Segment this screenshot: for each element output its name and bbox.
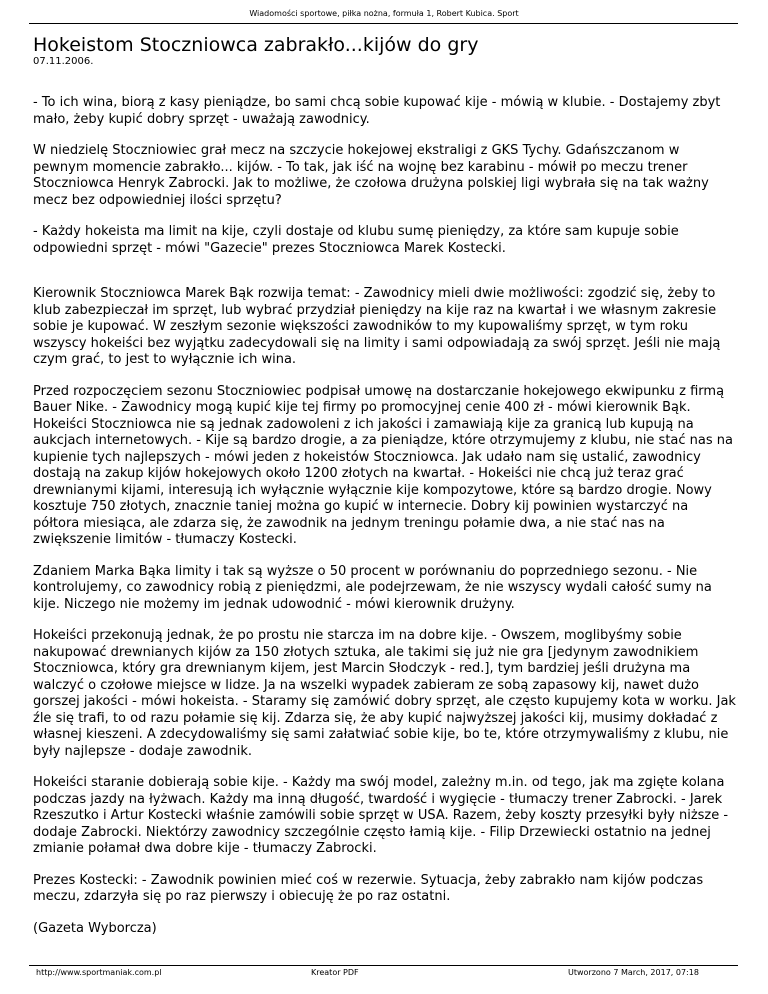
article-paragraph: - To ich wina, biorą z kasy pieniądze, bo sami chcą sobie kupować kije - mówią w klubie. - Dostajemy zbyt mało, żeby kupić dobry sprzęt - uważają zawodnicy. [33,95,721,127]
article-source: (Gazeta Wyborcza) [33,920,157,936]
article-date: 07.11.2006. [33,56,94,67]
article-paragraph: Hokeiści staranie dobierają sobie kije. - Każdy ma swój model, zależny m.in. od tego, jak ma zgięte kolana podczas jazdy na łyżwach. Każdy ma inną długość, twardość i wygięcie - tłumaczy trener Zabrocki. - Jarek Rzeszutko i Artur Kostecki właśnie zamówili sobie sprzęt w USA. Razem, żeby koszty przesyłki były niższe - dodaje Zabrocki. Niektórzy zawodnicy szczególnie często łamią kije. - Filip Drzewiecki ostatnio na jednej zmianie połamał dwa dobre kije - tłumaczy Zabrocki. [33,775,729,856]
article-paragraph: W niedzielę Stoczniowiec grał mecz na szczycie hokejowej ekstraligi z GKS Tychy. Gdańszczanom w pewnym momencie zabrakło... kijów. - To tak, jak iść na wojnę bez karabinu - mówił po meczu trener Stoczniowca Henryk Zabrocki. Jak to możliwe, że czołowa drużyna polskiej ligi wybrała się na tak ważny mecz bez odpowiedniej ilości sprzętu? [33,143,709,208]
footer-divider [29,965,738,966]
article-paragraph: Kierownik Stoczniowca Marek Bąk rozwija temat: - Zawodnicy mieli dwie możliwości: zgodzić się, żeby to klub zabezpieczał im sprzęt, lub wybrać przydział pieniędzy na kije raz na kwartał i we własnym zakresie sobie je kupować. W zeszłym sezonie większości zawodników to my kupowaliśmy sprzęt, w tym roku wszyscy hokeiści bez wyjątku zadecydowali się na limity i sami odpowiadają za swój sprzęt. Jeśli nie mają czym grać, to jest to wyłącznie ich wina. [33,286,721,367]
article-paragraph: Prezes Kostecki: - Zawodnik powinien mieć coś w rezerwie. Sytuacja, żeby zabrakło nam kijów podczas meczu, zdarzyła się po raz pierwszy i obiecuję że po raz ostatni. [33,872,704,904]
page-header: Wiadomości sportowe, piłka nożna, formuła 1, Robert Kubica. Sport [249,9,519,18]
article-title: Hokeistom Stoczniowca zabrakło...kijów do gry [33,34,479,56]
article-paragraph: - Każdy hokeista ma limit na kije, czyli dostaje od klubu sumę pieniędzy, za które sam kupuje sobie odpowiedni sprzęt - mówi "Gazecie" prezes Stoczniowca Marek Kostecki. [33,224,679,256]
article-paragraph: Zdaniem Marka Bąka limity i tak są wyższe o 50 procent w porównaniu do poprzedniego sezonu. - Nie kontrolujemy, co zawodnicy robią z pieniędzmi, ale podejrzewam, że nie wszyscy wydali całość sumy na kije. Niczego nie możemy im jednak udowodnić - mówi kierownik drużyny. [33,563,712,612]
header-divider [29,23,738,24]
article-paragraph: Hokeiści przekonują jednak, że po prostu nie starcza im na dobre kije. - Owszem, moglibyśmy sobie nakupować drewnianych kijów za 150 złotych sztuka, ale takimi się już nie gra [jedynym zawodnikiem Stoczniowca, który gra drewnianym kijem, jest Marcin Słodczyk - red.], tym bardziej jeśli drużyna ma walczyć o czołowe miejsce w lidze. Ja na wszelki wypadek zabieram ze sobą zapasowy kij, nawet dużo gorszej jakości - mówi hokeista. - Staramy się zamówić dobry sprzęt, ale często kupujemy kota w worku. Jak źle się trafi, to od razu połamie się kij. Zdarza się, że aby kupić najwyższej jakości kij, musimy dokładać z własnej kieszeni. A zdecydowaliśmy się sami załatwiać sobie kije, bo te, które otrzymywaliśmy z klubu, nie były najlepsze - dodaje zawodnik. [33,628,736,759]
article-paragraph: Przed rozpoczęciem sezonu Stoczniowiec podpisał umowę na dostarczanie hokejowego ekwipunku z firmą Bauer Nike. - Zawodnicy mogą kupić kije tej firmy po promocyjnej cenie 400 zł - mówi kierownik Bąk. Hokeiści Stoczniowca nie są jednak zadowoleni z ich jakości i zamawiają kije za granicą lub kupują na aukcjach internetowych. - Kije są bardzo drogie, a za pieniądze, które otrzymujemy z klubu, nie stać nas na kupienie tych najlepszych - mówi jeden z hokeistów Stoczniowca. Jak udało nam się ustalić, zawodnicy dostają na zakup kijów hokejowych około 1200 złotych na kwartał. - Hokeiści nie chcą już teraz grać drewnianymi kijami, interesują ich wyłącznie wyłącznie kije kompozytowe, które są bardzo drogie. Nowy kosztuje 750 złotych, znacznie taniej można go kupić w internecie. Dobry kij powinien wystarczyć na półtora miesiąca, ale zdarza się, że zawodnik na jednym treningu połamie dwa, a nie stać nas na zwiększenie limitów - tłumaczy Kostecki. [33,383,733,547]
footer-url[interactable]: http://www.sportmaniak.com.pl [36,968,162,977]
footer-generator: Kreator PDF [311,968,359,977]
footer-created-date: Utworzono 7 March, 2017, 07:18 [568,968,699,977]
article-body [33,95,738,952]
